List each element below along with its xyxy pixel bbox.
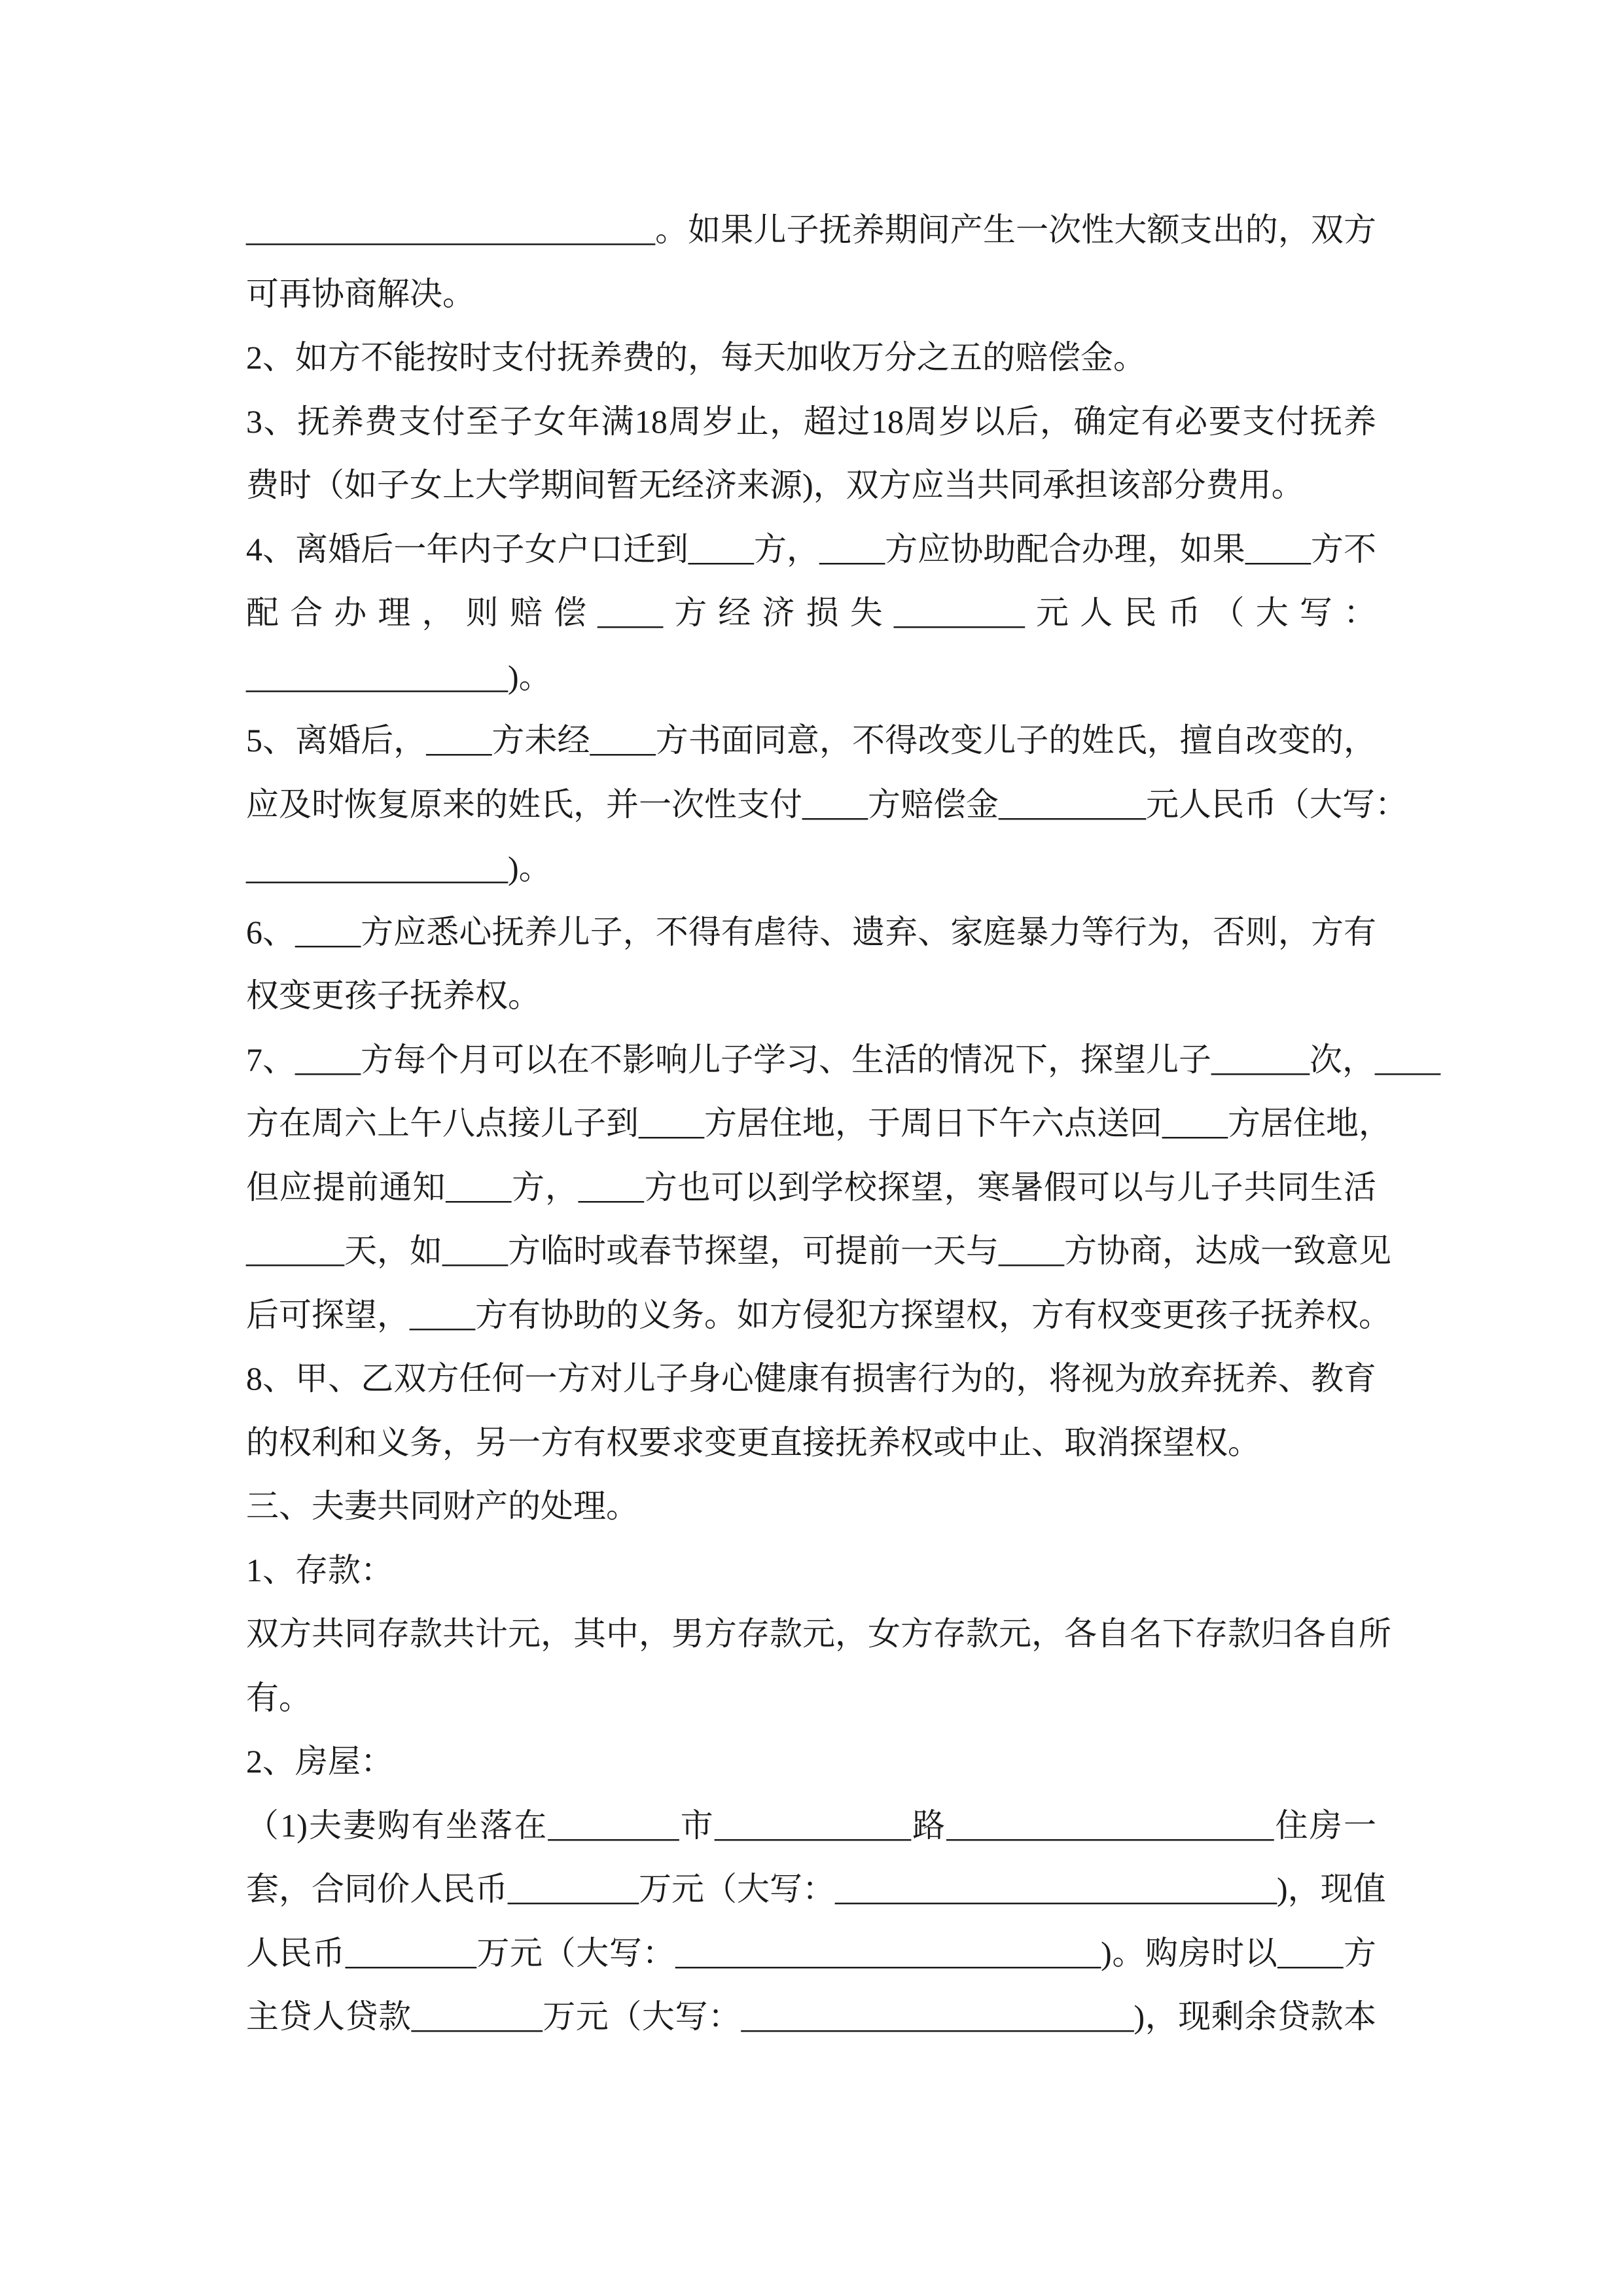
document-line: 主贷人贷款________万元（大写：________________________)，现剩余贷款本 bbox=[246, 1998, 1376, 2035]
document-line: 后可探望，____方有协助的义务。如方侵犯方探望权，方有权变更孩子抚养权。 bbox=[246, 1296, 1391, 1333]
document-line: 6、____方应悉心抚养儿子，不得有虐待、遗弃、家庭暴力等行为，否则，方有 bbox=[246, 913, 1376, 950]
document-line: 3、抚养费支付至子女年满18周岁止，超过18周岁以后，确定有必要支付抚养 bbox=[246, 403, 1376, 440]
document-line: 费时（如子女上大学期间暂无经济来源)，双方应当共同承担该部分费用。 bbox=[246, 467, 1304, 503]
document-line: 双方共同存款共计元，其中，男方存款元，女方存款元，各自名下存款归各自所 bbox=[246, 1615, 1391, 1652]
document-line: 配合办理，则赔偿____方经济损失________元人民币（大写： bbox=[246, 594, 1376, 631]
document-line: 有。 bbox=[246, 1679, 312, 1716]
document-line: （1)夫妻购有坐落在________市____________路____________________住房一 bbox=[246, 1806, 1376, 1844]
document-line: 1、存款： bbox=[246, 1551, 393, 1588]
document-line: _________________________。如果儿子抚养期间产生一次性大额支出的，双方 bbox=[246, 211, 1376, 248]
document-line: 8、甲、乙双方任何一方对儿子身心健康有损害行为的，将视为放弃抚养、教育 bbox=[246, 1360, 1376, 1397]
document-line: 5、离婚后，____方未经____方书面同意，不得改变儿子的姓氏，擅自改变的， bbox=[246, 722, 1376, 759]
document-body bbox=[246, 198, 1440, 2049]
document-line: ______天，如____方临时或春节探望，可提前一天与____方协商，达成一致意见 bbox=[246, 1232, 1391, 1269]
document-line: 权变更孩子抚养权。 bbox=[246, 977, 541, 1014]
document-line: 方在周六上午八点接儿子到____方居住地，于周日下午六点送回____方居住地， bbox=[246, 1105, 1391, 1141]
document-line: 人民币________万元（大写：__________________________)。购房时以____方 bbox=[246, 1934, 1376, 1971]
document-line: 的权利和义务，另一方有权要求变更直接抚养权或中止、取消探望权。 bbox=[246, 1424, 1260, 1461]
document-line: ________________)。 bbox=[246, 658, 552, 695]
document-line: 套，合同价人民币________万元（大写：___________________________)，现值 bbox=[246, 1871, 1386, 1907]
document-line: 2、如方不能按时支付抚养费的，每天加收万分之五的赔偿金。 bbox=[246, 339, 1146, 376]
document-line: ________________)。 bbox=[246, 850, 552, 886]
document-line: 7、____方每个月可以在不影响儿子学习、生活的情况下，探望儿子______次，____ bbox=[246, 1041, 1440, 1078]
document-line: 4、离婚后一年内子女户口迁到____方，____方应协助配合办理，如果____方不 bbox=[246, 530, 1376, 567]
document-line: 但应提前通知____方，____方也可以到学校探望，寒暑假可以与儿子共同生活 bbox=[246, 1168, 1376, 1206]
document-line: 三、夫妻共同财产的处理。 bbox=[246, 1488, 639, 1524]
document-line: 2、房屋： bbox=[246, 1743, 393, 1780]
document-line: 可再协商解决。 bbox=[246, 275, 475, 312]
document-line: 应及时恢复原来的姓氏，并一次性支付____方赔偿金_________元人民币（大写： bbox=[246, 785, 1408, 823]
